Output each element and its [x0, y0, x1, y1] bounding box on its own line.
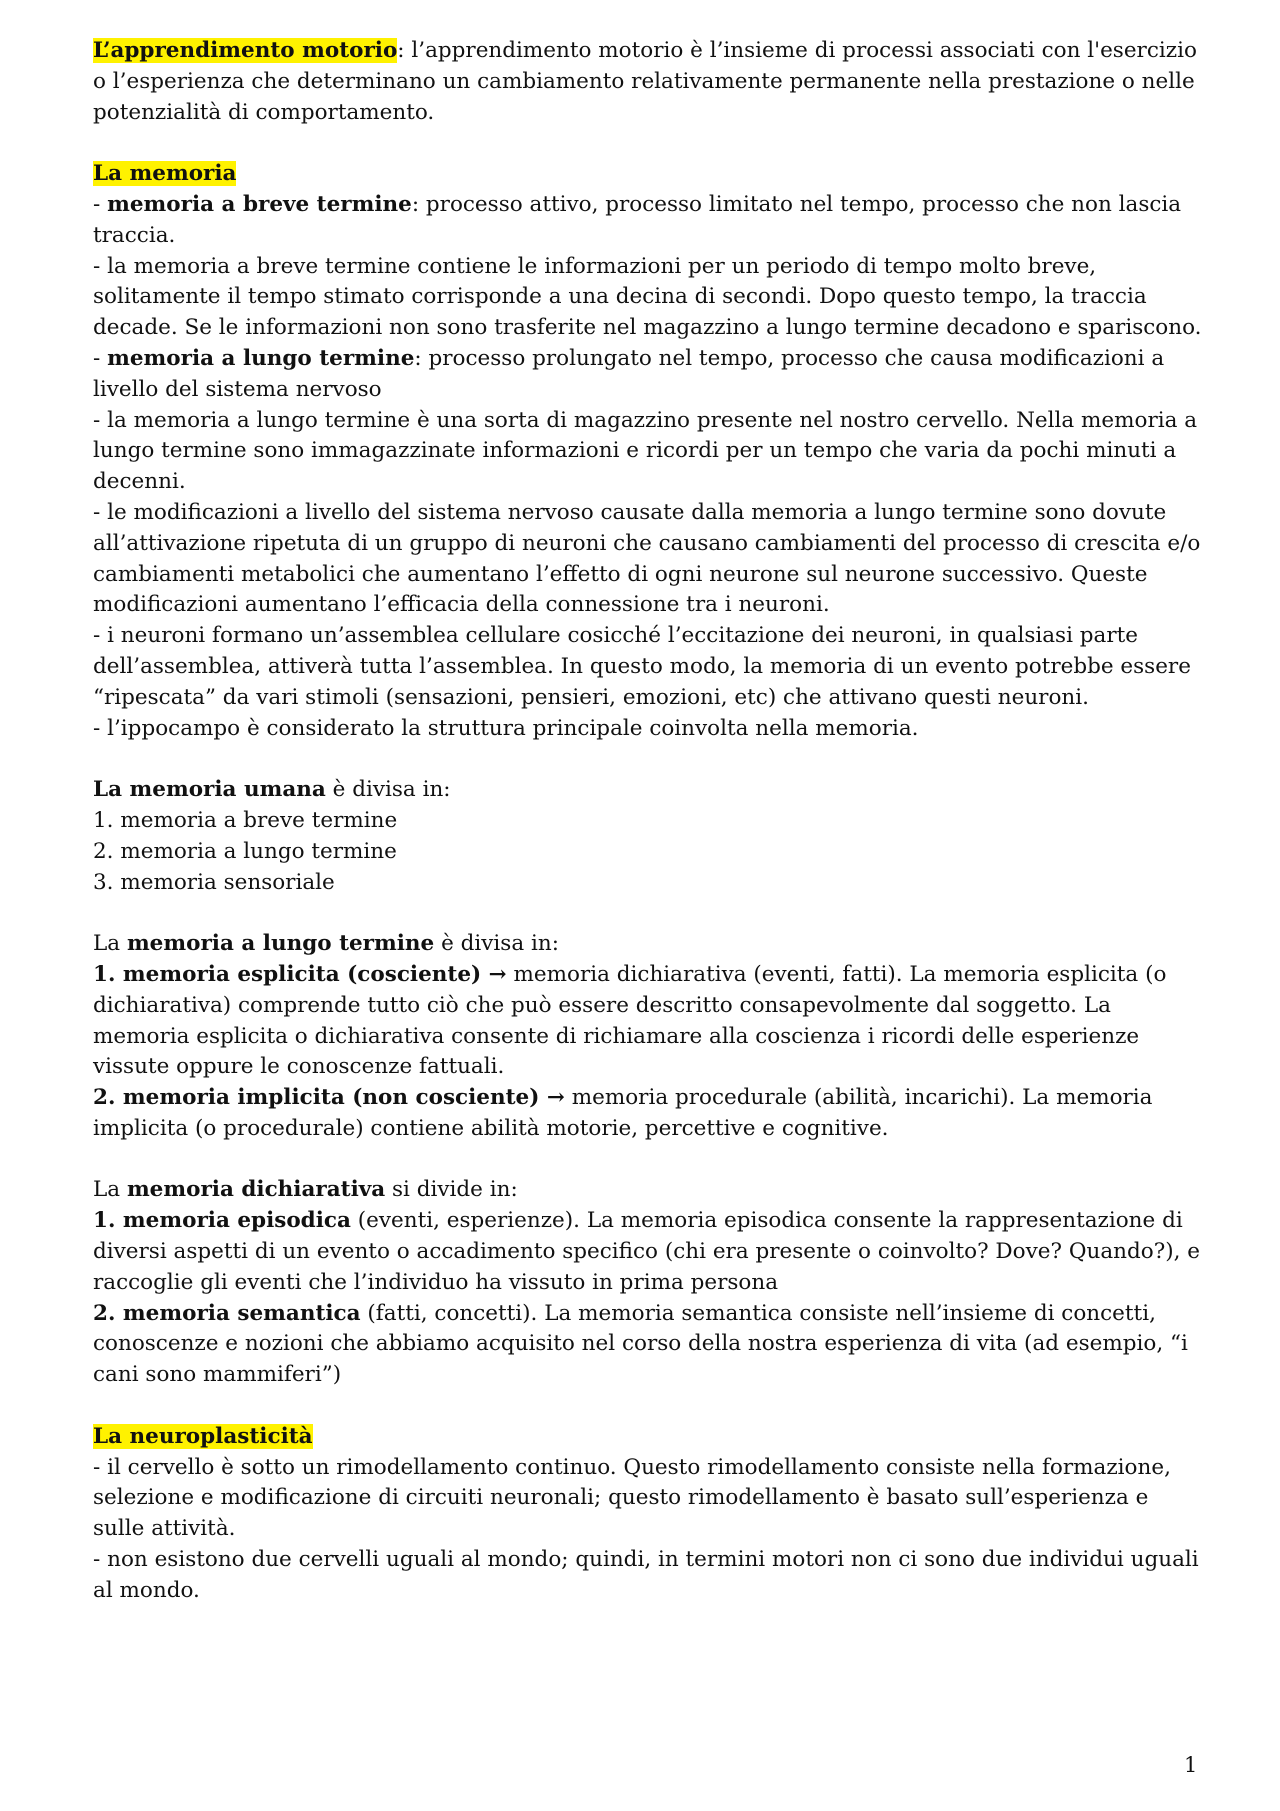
intro-paragraph	[93, 36, 1203, 128]
memoria-heading: La memoria	[93, 161, 237, 187]
list-item: 3. memoria sensoriale	[93, 869, 335, 895]
neuro-item: - non esistono due cervelli uguali al mondo; quindi, in termini motori non ci sono due individui uguali al mondo.	[93, 1547, 1199, 1603]
dichiarativa-item: 2. memoria semantica (fatti, concetti). La memoria semantica consiste nell’insieme di concetti, conoscenze e nozioni che abbiamo acquisito nel corso della nostra esperienza di vita (ad esempio, “i cani sono mammiferi”)	[93, 1300, 1188, 1388]
memoria-umana-intro: La memoria umana è divisa in:	[93, 777, 451, 803]
list-item: 2. memoria a lungo termine	[93, 838, 397, 864]
list-item: 1. memoria a breve termine	[93, 807, 398, 833]
document-page	[93, 36, 1203, 1607]
dichiarativa-intro: La memoria dichiarativa si divide in:	[93, 1177, 518, 1203]
lungo-termine-item: 1. memoria esplicita (cosciente) → memoria dichiarativa (eventi, fatti). La memoria esplicita (o dichiarativa) comprende tutto ciò che può essere descritto consapevolmente dal soggetto. La memoria esplicita o dichiarativa consente di richiamare alla coscienza i ricordi delle esperienze vissute oppure le conoscenze fattuali.	[93, 961, 1167, 1080]
memoria-item: - memoria a lungo termine: processo prolungato nel tempo, processo che causa modificazioni a livello del sistema nervoso	[93, 345, 1165, 402]
neuroplasticita-heading: La neuroplasticità	[93, 1423, 313, 1449]
memoria-item: - i neuroni formano un’assemblea cellulare cosicché l’eccitazione dei neuroni, in qualsiasi parte dell’assemblea, attiverà tutta l’assemblea. In questo modo, la memoria di un evento potrebbe essere “ripescata” da vari stimoli (sensazioni, pensieri, emozioni, etc) che attivano questi neuroni.	[93, 623, 1191, 710]
intro-text: : l’apprendimento motorio è l’insieme di processi associati con l'esercizio o l’esperienza che determinano un cambiamento relativamente permanente nella prestazione o nelle potenzialità di comportamento.	[93, 38, 1197, 125]
page-number: 1	[1184, 1753, 1198, 1777]
memoria-item: - le modificazioni a livello del sistema nervoso causate dalla memoria a lungo termine sono dovute all’attivazione ripetuta di un gruppo di neuroni che causano cambiamenti del processo di crescita e/o cambiamenti metabolici che aumentano l’effetto di ogni neurone sul neurone successivo. Queste modificazioni aumentano l’efficacia della connessione tra i neuroni.	[93, 499, 1201, 618]
memoria-item: - la memoria a lungo termine è una sorta di magazzino presente nel nostro cervello. Nella memoria a lungo termine sono immagazzinate informazioni e ricordi per un tempo che varia da pochi minuti a decenni.	[93, 407, 1198, 495]
lungo-termine-intro: La memoria a lungo termine è divisa in:	[93, 931, 559, 957]
memoria-item: - memoria a breve termine: processo attivo, processo limitato nel tempo, processo che non lascia traccia.	[93, 191, 1182, 248]
lungo-termine-item: 2. memoria implicita (non cosciente) → memoria procedurale (abilità, incarichi). La memoria implicita (o procedurale) contiene abilità motorie, percettive e cognitive.	[93, 1085, 1153, 1141]
neuro-item: - il cervello è sotto un rimodellamento continuo. Questo rimodellamento consiste nella formazione, selezione e modificazione di circuiti neuronali; questo rimodellamento è basato sull’esperienza e sulle attività.	[93, 1454, 1171, 1542]
memoria-item: - la memoria a breve termine contiene le informazioni per un periodo di tempo molto breve, solitamente il tempo stimato corrisponde a una decina di secondi. Dopo questo tempo, la traccia decade. Se le informazioni non sono trasferite nel magazzino a lungo termine decadono e spariscono.	[93, 253, 1202, 341]
memoria-item: - l’ippocampo è considerato la struttura principale coinvolta nella memoria.	[93, 715, 919, 741]
intro-term: L’apprendimento motorio	[93, 38, 398, 63]
dichiarativa-item: 1. memoria episodica (eventi, esperienze). La memoria episodica consente la rappresentazione di diversi aspetti di un evento o accadimento specifico (chi era presente o coinvolto? Dove? Quando?), e raccoglie gli eventi che l’individuo ha vissuto in prima persona	[93, 1208, 1200, 1295]
